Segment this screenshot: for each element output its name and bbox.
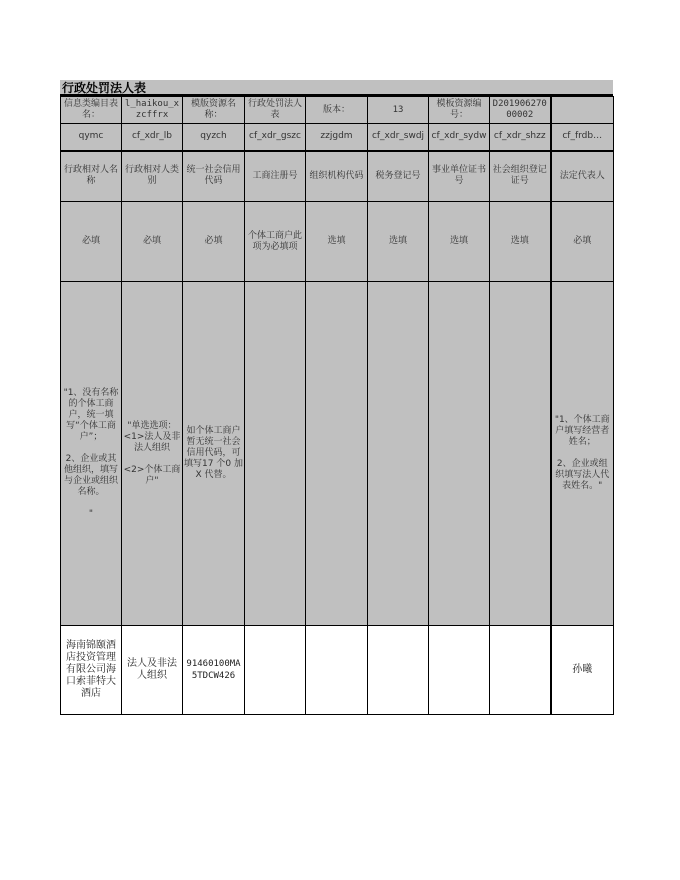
field-name-cell[interactable]: 工商注册号 [245, 151, 306, 202]
field-name-cell[interactable]: 法定代表人 [551, 151, 614, 202]
field-code-cell[interactable]: cf_xdr_lb [122, 124, 183, 151]
required-cell[interactable]: 必填 [61, 202, 122, 282]
meta-cell[interactable]: 版本： [306, 97, 368, 124]
field-code-cell[interactable]: cf_xdr_gszc [245, 124, 306, 151]
notes-cell[interactable] [429, 282, 490, 626]
meta-cell[interactable]: 模板资源编号： [429, 97, 490, 124]
field-code-cell[interactable]: cf_frdb… [551, 124, 614, 151]
sheet-title: 行政处罚法人表 [60, 80, 613, 96]
data-cell[interactable] [306, 626, 368, 715]
notes-cell[interactable]: 如个体工商户暂无统一社会信用代码，可填写17 个0 加X 代替。 [183, 282, 245, 626]
meta-row [61, 97, 614, 124]
data-row [61, 626, 614, 715]
notes-cell[interactable] [245, 282, 306, 626]
notes-cell[interactable] [490, 282, 551, 626]
meta-cell[interactable]: 模版资源名称： [183, 97, 245, 124]
field-name-cell[interactable]: 税务登记号 [368, 151, 429, 202]
notes-cell[interactable]: "1、个体工商户填写经营者姓名； 2、企业或组织填写法人代表姓名。" [551, 282, 614, 626]
field-code-cell[interactable]: qymc [61, 124, 122, 151]
notes-cell[interactable] [306, 282, 368, 626]
required-cell[interactable]: 必填 [551, 202, 614, 282]
data-cell[interactable]: 91460100MA5TDCW426 [183, 626, 245, 715]
field-code-row [61, 124, 614, 151]
field-code-cell[interactable]: cf_xdr_swdj [368, 124, 429, 151]
meta-cell[interactable]: 行政处罚法人表 [245, 97, 306, 124]
data-cell[interactable]: 海南锦颐酒店投资管理有限公司海口索菲特大酒店 [61, 626, 122, 715]
schema-table [60, 96, 614, 715]
required-row [61, 202, 614, 282]
data-cell[interactable] [368, 626, 429, 715]
field-code-cell[interactable]: cf_xdr_shzz [490, 124, 551, 151]
meta-cell[interactable]: 信息类编目表名： [61, 97, 122, 124]
field-name-cell[interactable]: 社会组织登记证号 [490, 151, 551, 202]
notes-cell[interactable] [368, 282, 429, 626]
data-cell[interactable] [429, 626, 490, 715]
data-cell[interactable]: 孙曦 [551, 626, 614, 715]
data-cell[interactable] [245, 626, 306, 715]
field-name-row [61, 151, 614, 202]
field-name-cell[interactable]: 事业单位证书号 [429, 151, 490, 202]
required-cell[interactable]: 选填 [490, 202, 551, 282]
field-name-cell[interactable]: 统一社会信用代码 [183, 151, 245, 202]
field-code-cell[interactable]: zzjgdm [306, 124, 368, 151]
required-cell[interactable]: 必填 [122, 202, 183, 282]
required-cell[interactable]: 选填 [429, 202, 490, 282]
field-name-cell[interactable]: 行政相对人名称 [61, 151, 122, 202]
data-cell[interactable] [490, 626, 551, 715]
required-cell[interactable]: 选填 [306, 202, 368, 282]
required-cell[interactable]: 必填 [183, 202, 245, 282]
field-name-cell[interactable]: 组织机构代码 [306, 151, 368, 202]
field-code-cell[interactable]: cf_xdr_sydw [429, 124, 490, 151]
field-name-cell[interactable]: 行政相对人类别 [122, 151, 183, 202]
notes-cell[interactable]: "1、没有名称的个体工商户，统一填写“个体工商户”； 2、企业或其他组织，填写与企业或组织名称。 " [61, 282, 122, 626]
meta-cell[interactable]: 13 [368, 97, 429, 124]
notes-row [61, 282, 614, 626]
field-code-cell[interactable]: qyzch [183, 124, 245, 151]
notes-cell[interactable]: "单选选项： <1>法人及非法人组织 <2>个体工商户" [122, 282, 183, 626]
spreadsheet [60, 80, 613, 715]
meta-cell[interactable] [551, 97, 614, 124]
data-cell[interactable]: 法人及非法人组织 [122, 626, 183, 715]
meta-cell[interactable]: l_haikou_xzcffrx [122, 97, 183, 124]
required-cell[interactable]: 个体工商户此项为必填项 [245, 202, 306, 282]
required-cell[interactable]: 选填 [368, 202, 429, 282]
meta-cell[interactable]: D20190627000002 [490, 97, 551, 124]
